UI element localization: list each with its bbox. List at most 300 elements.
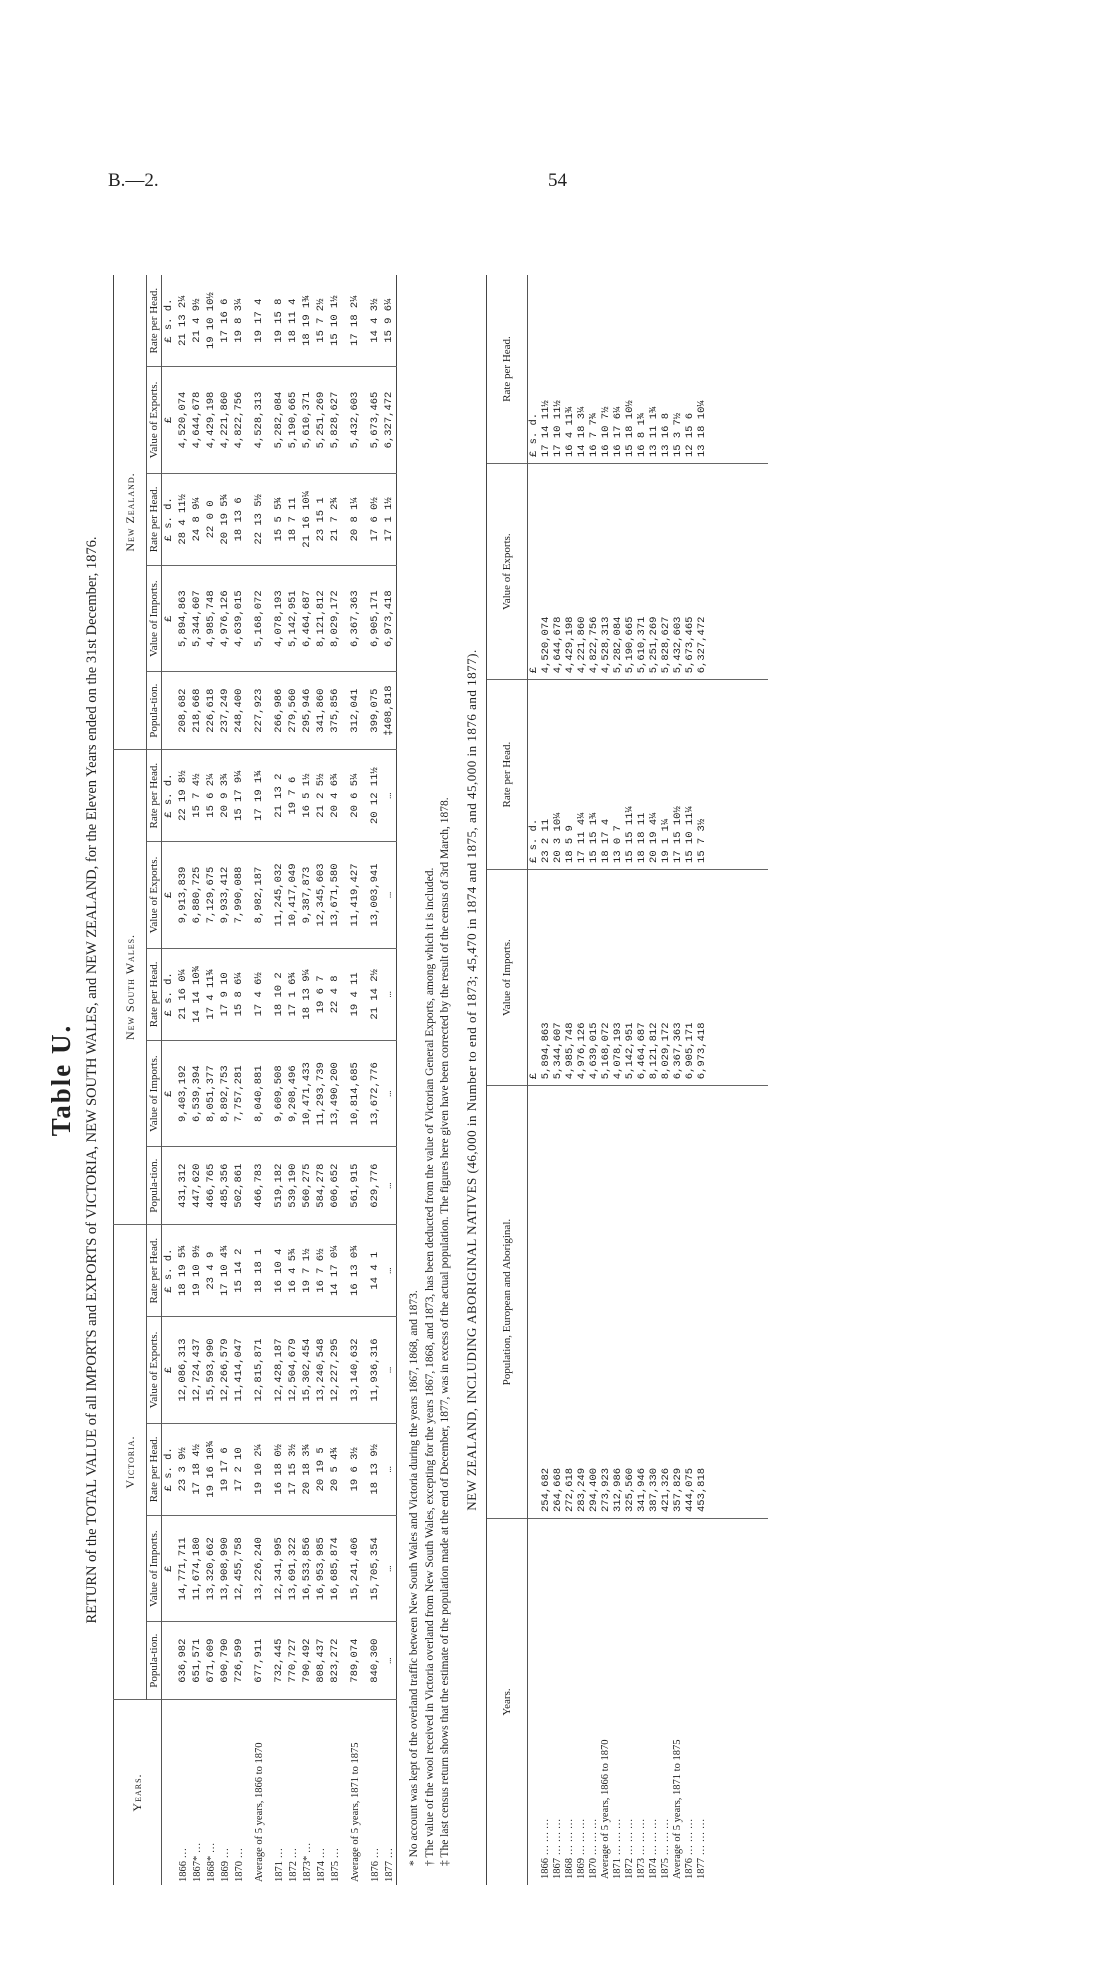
table-cell: 671,609	[204, 1622, 218, 1700]
nz-table-cell: 16 8 1¾	[636, 275, 648, 464]
nz-table-cell: 19 1 1¼	[660, 680, 672, 870]
table-row	[190, 275, 204, 1885]
table-cell: 12,341,995	[272, 1516, 286, 1622]
table-cell: 19 4 11	[342, 948, 368, 1040]
table-cell: 539,190	[286, 1147, 300, 1225]
table-cell: 9,913,839	[176, 842, 190, 948]
table-cell: 5,190,665	[286, 367, 300, 473]
column-header-rate: Rate per Head.	[147, 749, 162, 841]
nz-table-cell: 283,249	[576, 1086, 588, 1519]
nz-table	[486, 275, 768, 1885]
nz-table-cell: 6,905,171	[684, 869, 696, 1085]
nz-table-cell: 325,560	[624, 1086, 636, 1519]
nz-table-cell: 6,973,418	[696, 869, 708, 1085]
nz-table-cell: 13 16 8	[660, 275, 672, 464]
table-row	[204, 275, 218, 1885]
table-cell: 4,985,748	[204, 566, 218, 672]
table-cell: 16,533,856	[300, 1516, 314, 1622]
nz-unit-cell: £ s. d.	[527, 275, 540, 464]
table-cell: 13,490,200	[328, 1041, 342, 1147]
unit-cell: £	[162, 842, 177, 948]
table-row	[218, 275, 232, 1885]
table-cell: 375,856	[328, 672, 342, 750]
table-cell: 22 13 5½	[246, 473, 272, 565]
table-cell: 24 8 9¼	[190, 473, 204, 565]
group-new-south-wales: New South Wales.	[114, 749, 147, 1224]
table-cell: 651,571	[190, 1622, 204, 1700]
table-cell: 15,705,354	[368, 1516, 382, 1622]
table-cell: 15 17 9¼	[232, 749, 246, 841]
table-cell: 19 17 4	[246, 275, 272, 367]
table-cell: 790,492	[300, 1622, 314, 1700]
footnotes	[407, 280, 454, 1880]
table-cell: 7,757,281	[232, 1041, 246, 1147]
table-cell: 19 7 6	[286, 749, 300, 841]
nz-table-cell: 17 14 11½	[540, 275, 552, 464]
nz-table-cell: 6,367,363	[672, 869, 684, 1085]
nz-table-cell: 17 11 4¼	[576, 680, 588, 870]
table-cell: ‡408,818	[382, 672, 397, 750]
table-cell: 690,790	[218, 1622, 232, 1700]
nz-table-row	[612, 275, 624, 1885]
table-cell: 7,990,088	[232, 842, 246, 948]
nz-column-header: Value of Exports.	[486, 464, 527, 680]
table-cell: 16 7 6½	[314, 1224, 328, 1316]
table-cell: 23 3 9½	[176, 1423, 190, 1515]
table-row	[232, 275, 246, 1885]
years-header: Years.	[114, 1699, 162, 1885]
table-cell: …	[382, 1317, 397, 1423]
footnote: * No account was kept of the overland traffic between New South Wales and Victoria during the years 1867, 1868, and 1873.	[408, 1290, 421, 1866]
row-year: 1868* …	[205, 1842, 217, 1882]
nz-row-year: 1870 … … …	[587, 1818, 599, 1879]
row-year: 1874 …	[315, 1847, 327, 1882]
nz-table-row	[636, 275, 648, 1885]
table-title: Table U.	[46, 1023, 76, 1137]
table-cell: 16 10 4	[272, 1224, 286, 1316]
nz-table-row	[564, 275, 576, 1885]
nz-table-cell: 453,818	[696, 1086, 708, 1519]
main-table	[113, 275, 397, 1885]
nz-row-year: 1866 … … …	[539, 1818, 551, 1879]
table-cell: 4,078,193	[272, 566, 286, 672]
row-year: 1866 …	[177, 1847, 189, 1882]
nz-table-cell: 5,828,627	[660, 464, 672, 680]
nz-unit-cell	[527, 1086, 540, 1519]
nz-table-cell: 444,075	[684, 1086, 696, 1519]
table-cell: 21 4 9½	[190, 275, 204, 367]
column-header-rate: Rate per Head.	[147, 1224, 162, 1316]
table-cell: 237,249	[218, 672, 232, 750]
table-cell: 10,814,685	[342, 1041, 368, 1147]
table-cell: 13,226,240	[246, 1516, 272, 1622]
table-cell: 21 16 10¼	[300, 473, 314, 565]
table-cell: 14 14 10¾	[190, 948, 204, 1040]
nz-unit-cell: £	[527, 464, 540, 680]
unit-cell: £ s. d.	[162, 473, 177, 565]
nz-table-cell: 15 18 10½	[624, 275, 636, 464]
table-cell: 17 2 10	[232, 1423, 246, 1515]
unit-cell: £ s. d.	[162, 749, 177, 841]
table-cell: 399,075	[368, 672, 382, 750]
nz-table-cell: 5,673,465	[684, 464, 696, 680]
table-cell: 5,344,607	[190, 566, 204, 672]
nz-column-header: Population, European and Aboriginal.	[486, 1086, 527, 1519]
table-cell: 18 13 9¼	[300, 948, 314, 1040]
table-cell: 15,241,406	[342, 1516, 368, 1622]
table-cell: 12,504,679	[286, 1317, 300, 1423]
table-cell: 485,356	[218, 1147, 232, 1225]
table-cell: 18 7 11	[286, 473, 300, 565]
nz-table-title: NEW ZEALAND, INCLUDING ABORIGINAL NATIVES (46,000 in Number to end of 1873; 45,470 in 1874 and 1875, and 45,000 in 1876 and 1877).	[463, 649, 479, 1511]
nz-table-cell: 264,668	[552, 1086, 564, 1519]
nz-table-cell: 387,330	[648, 1086, 660, 1519]
nz-column-header: Rate per Head.	[486, 275, 527, 464]
table-cell: 12,086,313	[176, 1317, 190, 1423]
nz-table-cell: 4,078,193	[612, 869, 624, 1085]
table-cell: 218,668	[190, 672, 204, 750]
unit-cell: £ s. d.	[162, 275, 177, 367]
nz-table-cell: 4,644,678	[552, 464, 564, 680]
unit-cell: £ s. d.	[162, 948, 177, 1040]
table-cell: 5,282,084	[272, 367, 286, 473]
table-cell: 20 19 5	[314, 1423, 328, 1515]
table-cell: …	[382, 1147, 397, 1225]
table-cell: 823,272	[328, 1622, 342, 1700]
column-header-imports: Value of Imports.	[147, 566, 162, 672]
table-row	[368, 275, 382, 1885]
nz-table-cell: 15 15 1¾	[588, 680, 600, 870]
nz-column-header: Years.	[486, 1519, 527, 1885]
nz-table-cell: 312,986	[612, 1086, 624, 1519]
spacer-cell	[708, 464, 768, 680]
row-year: 1870 …	[233, 1847, 245, 1882]
column-header-rate: Rate per Head.	[147, 473, 162, 565]
table-cell: 20 19 5¾	[218, 473, 232, 565]
row-year: Average of 5 years, 1871 to 1875	[349, 1742, 361, 1882]
table-row	[382, 275, 397, 1885]
table-cell: 18 13 9½	[368, 1423, 382, 1515]
table-cell: 8,121,812	[314, 566, 328, 672]
nz-row-year: 1869 … … …	[575, 1818, 587, 1879]
nz-table-cell: 4,985,748	[564, 869, 576, 1085]
table-cell: 519,182	[272, 1147, 286, 1225]
table-cell: 21 14 2½	[368, 948, 382, 1040]
nz-column-header: Rate per Head.	[486, 680, 527, 870]
table-cell: 13,320,662	[204, 1516, 218, 1622]
table-cell: 15,593,990	[204, 1317, 218, 1423]
page-code: B.—2.	[108, 170, 159, 191]
table-cell: 9,609,508	[272, 1041, 286, 1147]
nz-table-cell: 4,429,198	[564, 464, 576, 680]
nz-table-cell: 5,432,603	[672, 464, 684, 680]
table-cell: …	[382, 1224, 397, 1316]
table-cell: 13,671,580	[328, 842, 342, 948]
table-cell: 21 7 2¾	[328, 473, 342, 565]
nz-table-row	[684, 275, 696, 1885]
table-cell: 21 13 2	[272, 749, 286, 841]
unit-cell	[162, 1699, 177, 1885]
nz-table-cell: 20 3 10¼	[552, 680, 564, 870]
table-cell: 4,221,860	[218, 367, 232, 473]
table-cell: 11,414,047	[232, 1317, 246, 1423]
nz-unit-cell: £	[527, 869, 540, 1085]
unit-cell: £	[162, 1516, 177, 1622]
table-cell: 17 9 10	[218, 948, 232, 1040]
table-cell: 23 4 9	[204, 1224, 218, 1316]
table-cell: 17 15 3½	[286, 1423, 300, 1515]
table-cell: …	[382, 1423, 397, 1515]
table-cell: 8,982,187	[246, 842, 272, 948]
table-cell: 10,471,433	[300, 1041, 314, 1147]
table-cell: 16,685,874	[328, 1516, 342, 1622]
table-cell: 9,403,192	[176, 1041, 190, 1147]
table-cell: 14 4 1	[368, 1224, 382, 1316]
nz-units-row	[527, 275, 540, 1885]
nz-table-row	[648, 275, 660, 1885]
table-cell: 15 14 2	[232, 1224, 246, 1316]
nz-table-cell: 5,894,863	[540, 869, 552, 1085]
nz-table-cell: 5,344,607	[552, 869, 564, 1085]
table-cell: 19 15 8	[272, 275, 286, 367]
nz-table-cell: 272,618	[564, 1086, 576, 1519]
table-cell: 11,936,316	[368, 1317, 382, 1423]
table-cell: 5,610,371	[300, 367, 314, 473]
table-cell: 4,429,198	[204, 367, 218, 473]
column-header-row	[147, 275, 162, 1885]
nz-table-row	[576, 275, 588, 1885]
table-cell: 19 8 3¼	[232, 275, 246, 367]
table-cell: 5,168,072	[246, 566, 272, 672]
table-cell: 20 9 3¾	[218, 749, 232, 841]
nz-table-cell: 15 15 11¼	[624, 680, 636, 870]
nz-table-cell: 15 10 11¼	[684, 680, 696, 870]
nz-table-cell: 421,326	[660, 1086, 672, 1519]
table-cell: 17 18 4½	[190, 1423, 204, 1515]
column-header-population: Popula-tion.	[147, 1147, 162, 1225]
column-header-imports: Value of Imports.	[147, 1041, 162, 1147]
table-row	[286, 275, 300, 1885]
nz-row-year: 1867 … … …	[551, 1818, 563, 1879]
table-cell: 18 13 6	[232, 473, 246, 565]
row-year: 1873* …	[301, 1842, 313, 1882]
table-cell: 19 6 7	[314, 948, 328, 1040]
column-header-population: Popula-tion.	[147, 672, 162, 750]
table-cell: 20 5 4¾	[328, 1423, 342, 1515]
table-cell: 5,251,269	[314, 367, 328, 473]
table-cell: 11,674,180	[190, 1516, 204, 1622]
table-cell: …	[382, 749, 397, 841]
table-cell: 677,911	[246, 1622, 272, 1700]
nz-table-cell: 13 0 7	[612, 680, 624, 870]
row-year: 1869 …	[219, 1847, 231, 1882]
column-header-rate: Rate per Head.	[147, 1423, 162, 1515]
table-cell: 18 11 4	[286, 275, 300, 367]
column-header-exports: Value of Exports.	[147, 367, 162, 473]
table-cell: 13,003,941	[368, 842, 382, 948]
footnote: ‡ The last census return shows that the estimate of the population made at the end of December, 1877, was in excess of the actual population. The figures here given have been corrected by the result of the census of 3rd March, 1878.	[439, 797, 452, 1866]
table-cell: 17 1 1½	[382, 473, 397, 565]
nz-table-cell: 23 2 11	[540, 680, 552, 870]
table-cell: 6,539,394	[190, 1041, 204, 1147]
table-cell: 19 17 6	[218, 1423, 232, 1515]
unit-cell	[162, 1147, 177, 1225]
table-cell: 226,618	[204, 672, 218, 750]
table-row	[176, 275, 190, 1885]
table-cell: …	[382, 1622, 397, 1700]
table-cell: 12,455,758	[232, 1516, 246, 1622]
rotated-page-content	[40, 220, 1070, 1940]
table-cell: 6,880,725	[190, 842, 204, 948]
column-header-exports: Value of Exports.	[147, 842, 162, 948]
nz-table-cell: 254,682	[540, 1086, 552, 1519]
table-cell: 20 18 3¾	[300, 1423, 314, 1515]
table-cell: 6,327,472	[382, 367, 397, 473]
table-cell: 6,367,363	[342, 566, 368, 672]
nz-row-year: Average of 5 years, 1871 to 1875	[671, 1739, 683, 1879]
unit-cell: £ s. d.	[162, 1224, 177, 1316]
nz-table-cell: 5,610,371	[636, 464, 648, 680]
nz-table-cell: 14 18 3¼	[576, 275, 588, 464]
table-cell: 8,029,172	[328, 566, 342, 672]
table-cell: 4,528,313	[246, 367, 272, 473]
unit-cell: £	[162, 1317, 177, 1423]
table-cell: 13,240,548	[314, 1317, 328, 1423]
nz-table-cell: 8,121,812	[648, 869, 660, 1085]
table-cell: 502,861	[232, 1147, 246, 1225]
table-cell: 11,419,427	[342, 842, 368, 948]
group-victoria: Victoria.	[114, 1224, 147, 1699]
nz-table-cell: 16 7 7¾	[588, 275, 600, 464]
nz-row-year: 1874 … … …	[647, 1818, 659, 1879]
nz-table-cell: 15 3 7½	[672, 275, 684, 464]
table-cell: 15,302,454	[300, 1317, 314, 1423]
nz-row-year: 1877 … … …	[695, 1818, 707, 1879]
units-row	[162, 275, 177, 1885]
spacer-cell	[708, 1519, 768, 1885]
table-cell: 295,946	[300, 672, 314, 750]
table-subtitle: RETURN of the TOTAL VALUE of all IMPORTS and EXPORTS of VICTORIA, NEW SOUTH WALES, and NEW ZEALAND, for the Eleven Years ended on the 31st December, 1876.	[84, 536, 100, 1624]
table-cell: 18 19 5¾	[176, 1224, 190, 1316]
nz-table-cell: 4,639,015	[588, 869, 600, 1085]
footnote: † The value of the wool received in Victoria overland from New South Wales, excepting for the years 1867, 1868, and 1873, has been deducted from the value of Victorian General Exports, among which it is included.	[423, 867, 436, 1866]
nz-unit-cell	[527, 1519, 540, 1885]
table-cell: 7,129,675	[204, 842, 218, 948]
nz-row-year: 1868 … … …	[563, 1818, 575, 1879]
table-cell: 266,986	[272, 672, 286, 750]
table-cell: 629,776	[368, 1147, 382, 1225]
table-cell: 23 15 1	[314, 473, 328, 565]
table-cell: 341,860	[314, 672, 328, 750]
unit-cell	[162, 672, 177, 750]
nz-table-row	[696, 275, 708, 1885]
row-year: 1871 …	[273, 1847, 285, 1882]
table-cell: 584,278	[314, 1147, 328, 1225]
table-cell: 15 8 6¼	[232, 948, 246, 1040]
row-year: 1867* …	[191, 1842, 203, 1882]
table-cell: 560,275	[300, 1147, 314, 1225]
nz-table-body	[527, 275, 768, 1885]
table-cell: 8,051,377	[204, 1041, 218, 1147]
table-cell: 15 10 1½	[328, 275, 342, 367]
table-cell: 5,828,627	[328, 367, 342, 473]
nz-table-row	[624, 275, 636, 1885]
table-cell: 6,464,687	[300, 566, 314, 672]
table-cell: 5,894,863	[176, 566, 190, 672]
unit-cell: £	[162, 367, 177, 473]
table-cell: 9,387,873	[300, 842, 314, 948]
table-cell: 4,822,756	[232, 367, 246, 473]
nz-table-cell: 5,142,951	[624, 869, 636, 1085]
nz-table-cell: 5,190,665	[624, 464, 636, 680]
nz-row-year: Average of 5 years, 1866 to 1870	[599, 1739, 611, 1879]
nz-table-cell: 12 15 6	[684, 275, 696, 464]
table-cell: 5,673,465	[368, 367, 382, 473]
spacer-cell	[708, 275, 768, 464]
table-cell: 12,266,579	[218, 1317, 232, 1423]
nz-table-cell: 4,221,860	[576, 464, 588, 680]
table-cell: 17 4 11¾	[204, 948, 218, 1040]
nz-table-cell: 273,923	[600, 1086, 612, 1519]
table-cell: 14,771,711	[176, 1516, 190, 1622]
row-year: 1872 …	[287, 1847, 299, 1882]
table-cell: 5,432,603	[342, 367, 368, 473]
table-cell: 466,765	[204, 1147, 218, 1225]
table-cell: 21 16 0¼	[176, 948, 190, 1040]
table-cell: 561,915	[342, 1147, 368, 1225]
table-cell: 11,293,739	[314, 1041, 328, 1147]
unit-cell: £	[162, 566, 177, 672]
table-cell: 19 16 10¾	[204, 1423, 218, 1515]
nz-table-cell: 17 15 10½	[672, 680, 684, 870]
table-cell: 208,682	[176, 672, 190, 750]
nz-table-row	[588, 275, 600, 1885]
nz-row-year: 1872 … … …	[623, 1818, 635, 1879]
group-new-zealand: New Zealand.	[114, 275, 147, 749]
table-cell: 20 8 1¼	[342, 473, 368, 565]
table-row	[314, 275, 328, 1885]
table-cell: 6,905,171	[368, 566, 382, 672]
table-cell: 16,953,985	[314, 1516, 328, 1622]
table-cell: 17 6 0½	[368, 473, 382, 565]
row-year: Average of 5 years, 1866 to 1870	[253, 1742, 265, 1882]
nz-table-cell: 5,282,084	[612, 464, 624, 680]
table-cell: 19 7 1½	[300, 1224, 314, 1316]
table-cell: 9,933,412	[218, 842, 232, 948]
nz-table-cell: 5,251,269	[648, 464, 660, 680]
table-cell: 18 18 1	[246, 1224, 272, 1316]
row-year: 1876 …	[369, 1847, 381, 1882]
nz-table-cell: 6,464,687	[636, 869, 648, 1085]
table-cell: 15 6 2¼	[204, 749, 218, 841]
table-cell: 12,428,187	[272, 1317, 286, 1423]
nz-table-cell: 6,327,472	[696, 464, 708, 680]
table-cell: 11,245,032	[272, 842, 286, 948]
table-cell: 13,672,776	[368, 1041, 382, 1147]
table-cell: 19 10 10½	[204, 275, 218, 367]
table-cell: 14 17 0¼	[328, 1224, 342, 1316]
table-cell: 17 19 1¾	[246, 749, 272, 841]
table-cell: 18 10 2	[272, 948, 286, 1040]
table-cell: 431,312	[176, 1147, 190, 1225]
table-cell: 15 7 2½	[314, 275, 328, 367]
table-cell: 466,783	[246, 1147, 272, 1225]
table-cell: 20 6 5¼	[342, 749, 368, 841]
table-cell: 17 1 6¾	[286, 948, 300, 1040]
nz-table-cell: 18 17 4	[600, 680, 612, 870]
table-cell: 12,724,437	[190, 1317, 204, 1423]
nz-table-cell: 18 18 11	[636, 680, 648, 870]
